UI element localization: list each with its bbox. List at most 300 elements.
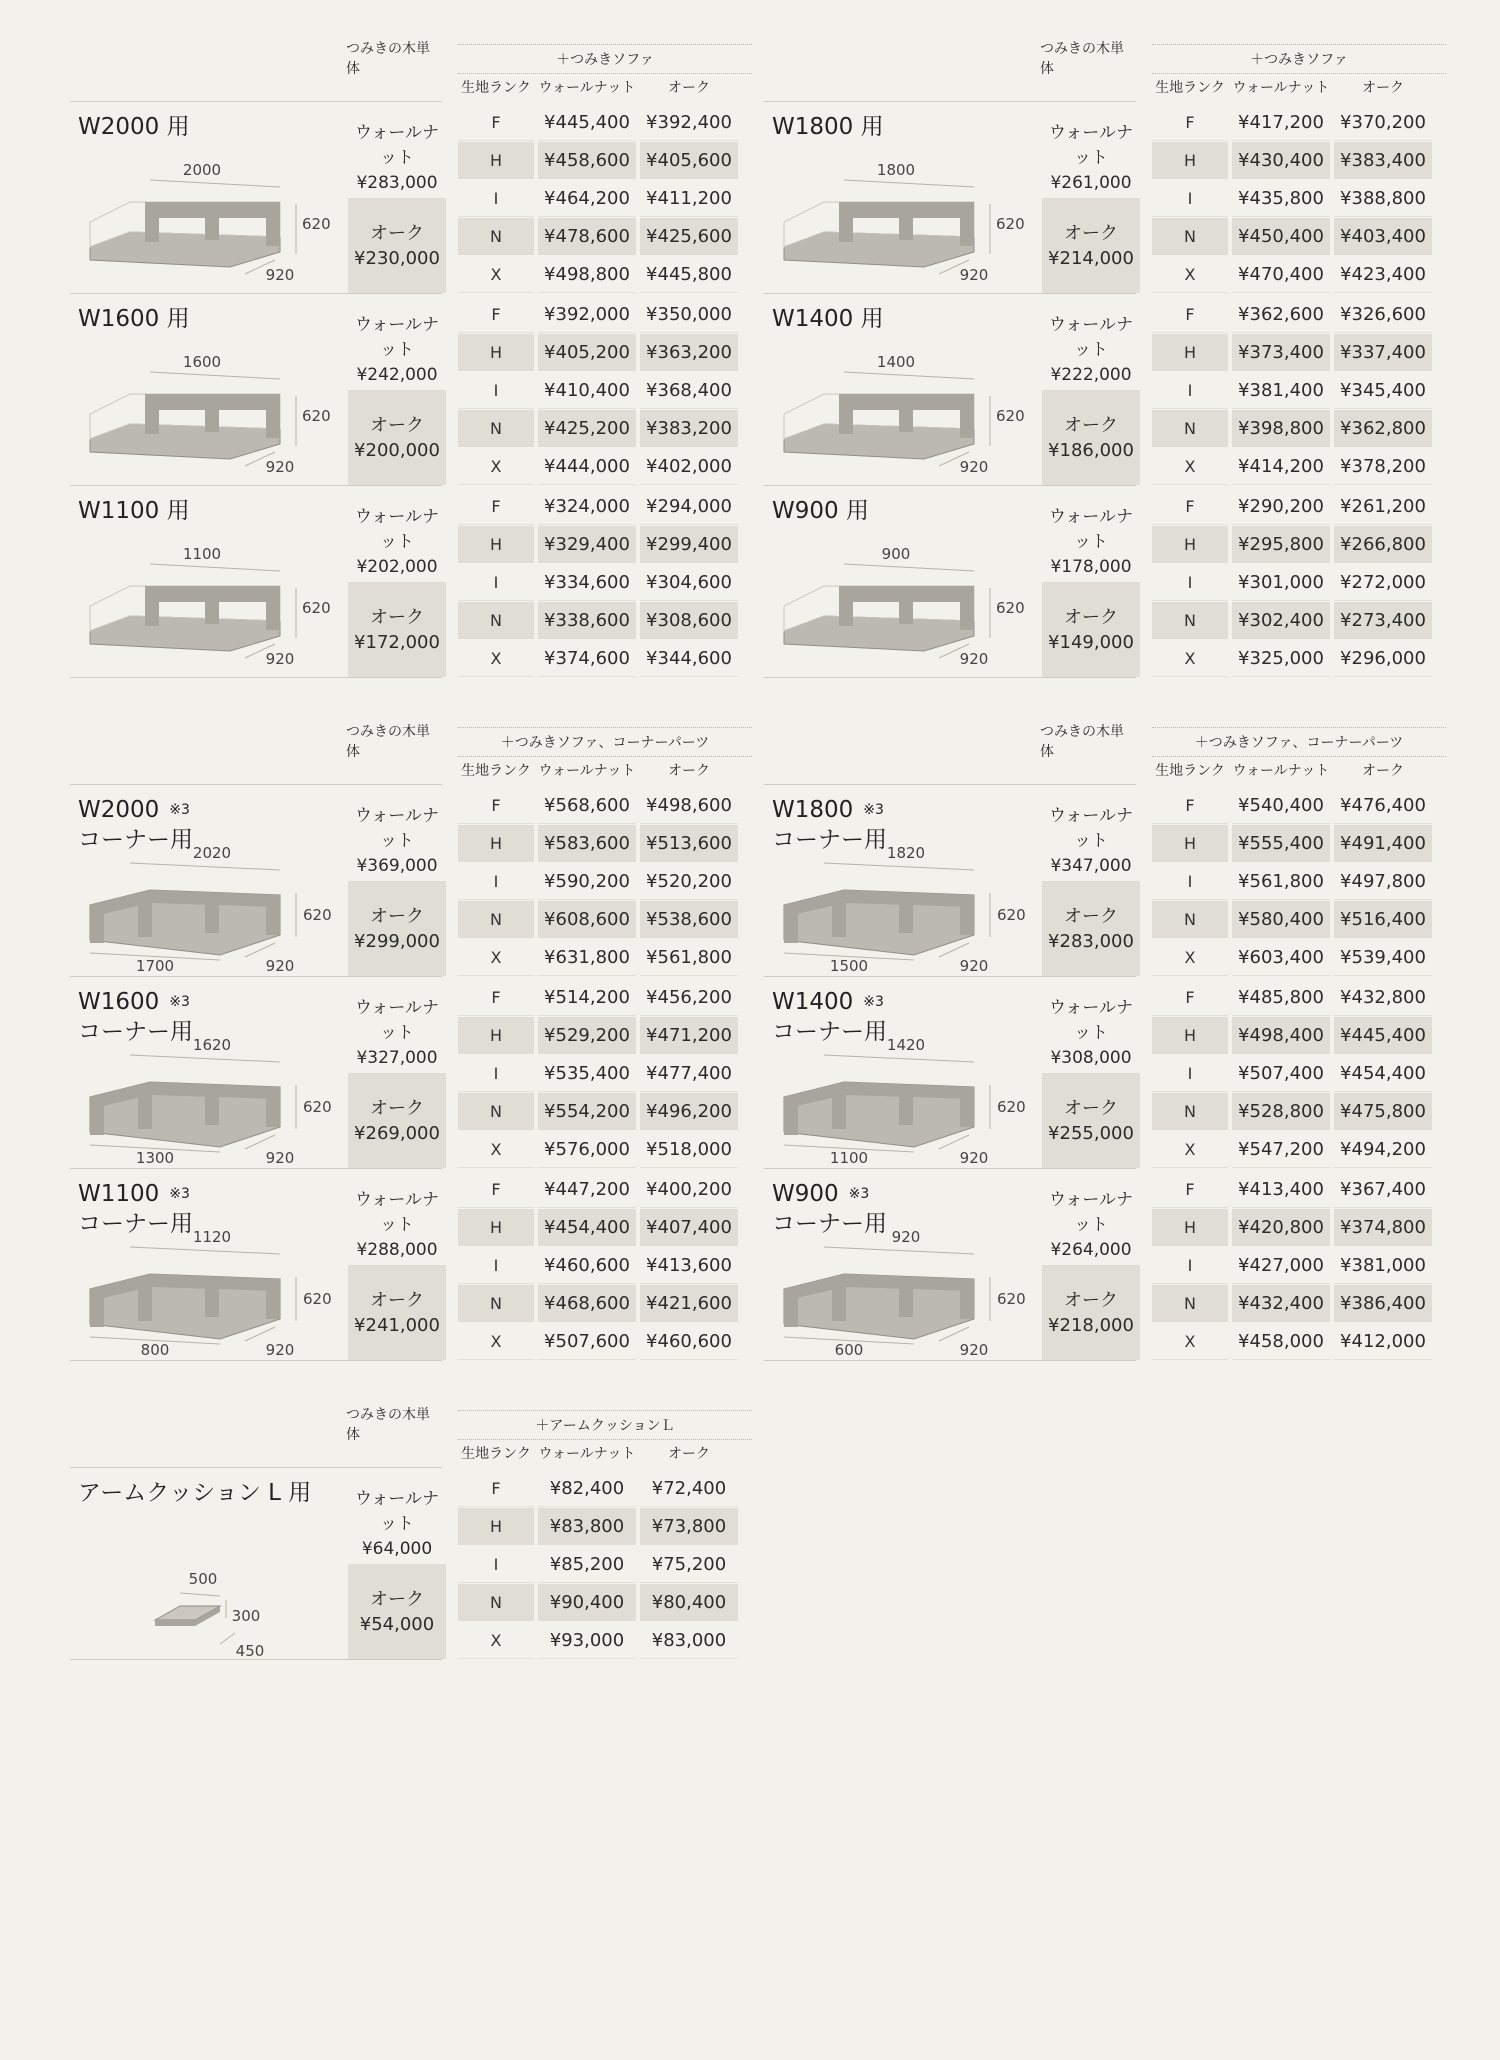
price-row [458, 602, 752, 638]
oak-price: ¥362,800 [1334, 410, 1432, 447]
header-oak: オーク [668, 1446, 710, 1462]
oak-price: ¥516,400 [1334, 901, 1432, 938]
shelf-post [832, 897, 846, 937]
price-row [458, 1622, 752, 1658]
sofa-diagram [764, 334, 1034, 484]
walnut-price: ¥468,600 [538, 1285, 636, 1322]
header-set-label: ＋つみきソファ、コーナーパーツ [458, 727, 752, 757]
shelf-post [899, 602, 913, 624]
price-row [458, 1247, 752, 1283]
price-panel [764, 41, 1446, 694]
dim-width: 2000 [182, 161, 222, 179]
footnote-mark: ※3 [848, 1186, 870, 1202]
oak-price: ¥475,800 [1334, 1093, 1432, 1130]
price-row [458, 256, 752, 292]
dim-width: 2020 [192, 844, 232, 862]
dim-depth: 920 [959, 1149, 989, 1167]
price-row [458, 142, 752, 178]
walnut-price: ¥82,400 [538, 1470, 636, 1507]
oak-price: ¥498,600 [640, 787, 738, 824]
unit-walnut-value: ¥327,000 [356, 1047, 438, 1068]
header-unit-only: つみきの木単体 [1040, 724, 1124, 760]
header-set-label: ＋つみきソファ、コーナーパーツ [1152, 727, 1446, 757]
oak-price: ¥445,800 [640, 256, 738, 293]
oak-price: ¥378,200 [1334, 448, 1432, 485]
price-row [458, 1508, 752, 1544]
dimension-line [844, 564, 974, 571]
sofa-diagram [764, 1017, 1034, 1167]
fabric-rank: H [1152, 1209, 1228, 1246]
unit-walnut-label: ウォールナット [355, 1189, 439, 1235]
unit-oak-label: オーク [370, 606, 424, 628]
shelf-post [960, 586, 974, 630]
oak-price: ¥539,400 [1334, 939, 1432, 976]
dim-depth: 920 [959, 650, 989, 668]
product-name: W1100 用 [78, 498, 190, 524]
unit-walnut-price [1042, 306, 1140, 394]
walnut-price: ¥576,000 [538, 1131, 636, 1168]
shelf-post [138, 1089, 152, 1129]
shelf-post [832, 1089, 846, 1129]
divider [70, 1659, 442, 1660]
price-row [1152, 863, 1446, 899]
fabric-rank: H [1152, 1017, 1228, 1054]
oak-price: ¥296,000 [1334, 640, 1432, 677]
fabric-rank: H [1152, 526, 1228, 563]
shelf-frame [145, 202, 280, 218]
divider [70, 1360, 442, 1361]
product-name: W900 [772, 1181, 839, 1207]
price-row [1152, 1209, 1446, 1245]
shelf-post [832, 1281, 846, 1321]
shelf-post [960, 895, 974, 935]
price-row [1152, 526, 1446, 562]
dim-front: 800 [140, 1341, 170, 1359]
fabric-rank: X [458, 939, 534, 976]
dim-width: 1100 [182, 545, 222, 563]
shelf-frame [145, 394, 280, 410]
product-title [78, 1478, 311, 1508]
walnut-price: ¥373,400 [1232, 334, 1330, 371]
unit-walnut-value: ¥261,000 [1050, 172, 1132, 193]
sofa-diagram [764, 142, 1034, 292]
oak-price: ¥261,200 [1334, 488, 1432, 525]
price-row [458, 526, 752, 562]
sofa-diagram [70, 1508, 340, 1658]
fabric-rank: F [458, 787, 534, 824]
unit-walnut-value: ¥283,000 [356, 172, 438, 193]
divider [70, 677, 442, 678]
header-walnut: ウォールナット [538, 1446, 636, 1462]
unit-walnut-price [1042, 114, 1140, 202]
unit-walnut-label: ウォールナット [355, 1488, 439, 1534]
shelf-post [899, 410, 913, 432]
walnut-price: ¥631,800 [538, 939, 636, 976]
header-unit-only: つみきの木単体 [346, 724, 430, 760]
dimension-line [824, 863, 974, 870]
oak-price: ¥367,400 [1334, 1171, 1432, 1208]
price-row [458, 787, 752, 823]
shelf-frame [145, 586, 280, 602]
dim-depth: 920 [959, 1341, 989, 1359]
unit-walnut-label: ウォールナット [1049, 506, 1133, 552]
oak-price: ¥273,400 [1334, 602, 1432, 639]
dim-width: 1820 [886, 844, 926, 862]
price-row [458, 901, 752, 937]
sofa-seat [784, 424, 974, 459]
walnut-price: ¥302,400 [1232, 602, 1330, 639]
fabric-rank: H [458, 825, 534, 862]
price-row [1152, 1171, 1446, 1207]
walnut-price: ¥603,400 [1232, 939, 1330, 976]
unit-oak-price [1042, 582, 1140, 677]
price-row [1152, 448, 1446, 484]
product-subtitle: コーナー用 [78, 1211, 193, 1237]
price-row [458, 1323, 752, 1359]
price-row [458, 863, 752, 899]
header-rank: 生地ランク [461, 80, 531, 96]
price-row [458, 979, 752, 1015]
product-name: W1600 用 [78, 306, 190, 332]
walnut-price: ¥580,400 [1232, 901, 1330, 938]
shelf-post [784, 1097, 798, 1135]
unit-oak-label: オーク [1064, 606, 1118, 628]
unit-oak-value: ¥186,000 [1048, 439, 1134, 461]
dim-height: 620 [302, 599, 331, 617]
header-walnut: ウォールナット [1232, 763, 1330, 779]
product-name: W2000 [78, 797, 160, 823]
price-panel [764, 724, 1446, 1377]
fabric-rank: F [458, 104, 534, 141]
shelf-post [90, 1097, 104, 1135]
shelf-post [138, 1281, 152, 1321]
unit-oak-value: ¥241,000 [354, 1314, 440, 1336]
fabric-rank: I [458, 1546, 534, 1583]
fabric-rank: X [1152, 1131, 1228, 1168]
walnut-price: ¥338,600 [538, 602, 636, 639]
oak-price: ¥326,600 [1334, 296, 1432, 333]
shelf-frame [839, 394, 974, 410]
price-row [458, 939, 752, 975]
unit-walnut-price [1042, 797, 1140, 885]
unit-oak-price [1042, 1073, 1140, 1168]
unit-oak-price [348, 1265, 446, 1360]
product-name: W1800 [772, 797, 854, 823]
product-title [78, 496, 190, 526]
shelf-post [90, 905, 104, 943]
walnut-price: ¥447,200 [538, 1171, 636, 1208]
walnut-price: ¥454,400 [538, 1209, 636, 1246]
walnut-price: ¥478,600 [538, 218, 636, 255]
oak-price: ¥304,600 [640, 564, 738, 601]
price-row [458, 1017, 752, 1053]
fabric-rank: H [458, 1209, 534, 1246]
walnut-price: ¥458,600 [538, 142, 636, 179]
unit-oak-value: ¥149,000 [1048, 631, 1134, 653]
walnut-price: ¥485,800 [1232, 979, 1330, 1016]
dim-height: 620 [996, 407, 1025, 425]
walnut-price: ¥413,400 [1232, 1171, 1330, 1208]
header-oak: オーク [668, 80, 710, 96]
price-row [458, 334, 752, 370]
dim-depth: 920 [265, 1149, 295, 1167]
unit-walnut-label: ウォールナット [1049, 1189, 1133, 1235]
unit-oak-value: ¥299,000 [354, 930, 440, 952]
dim-depth: 450 [235, 1642, 265, 1658]
price-row [458, 1171, 752, 1207]
dim-width: 920 [891, 1228, 921, 1246]
product-block [764, 102, 1446, 294]
oak-price: ¥368,400 [640, 372, 738, 409]
oak-price: ¥497,800 [1334, 863, 1432, 900]
oak-price: ¥345,400 [1334, 372, 1432, 409]
unit-walnut-label: ウォールナット [355, 506, 439, 552]
walnut-price: ¥444,000 [538, 448, 636, 485]
walnut-price: ¥414,200 [1232, 448, 1330, 485]
fabric-rank: N [1152, 1093, 1228, 1130]
shelf-post [266, 394, 280, 438]
fabric-rank: I [458, 564, 534, 601]
unit-oak-label: オーク [1064, 414, 1118, 436]
product-subtitle: コーナー用 [772, 1211, 887, 1237]
oak-price: ¥538,600 [640, 901, 738, 938]
unit-oak-price [348, 198, 446, 293]
unit-walnut-value: ¥178,000 [1050, 556, 1132, 577]
price-row [458, 1470, 752, 1506]
oak-price: ¥520,200 [640, 863, 738, 900]
fabric-rank: X [1152, 1323, 1228, 1360]
price-row [458, 1584, 752, 1620]
fabric-rank: H [458, 142, 534, 179]
unit-walnut-label: ウォールナット [1049, 122, 1133, 168]
walnut-price: ¥410,400 [538, 372, 636, 409]
dim-height: 620 [303, 1098, 332, 1116]
sofa-diagram [764, 1209, 1034, 1359]
fabric-rank: I [458, 180, 534, 217]
fabric-rank: X [458, 1323, 534, 1360]
price-row [1152, 142, 1446, 178]
price-row [1152, 1131, 1446, 1167]
shelf-post [205, 410, 219, 432]
fabric-rank: I [458, 1247, 534, 1284]
fabric-rank: N [458, 1285, 534, 1322]
fabric-rank: N [458, 1093, 534, 1130]
price-row [458, 448, 752, 484]
dim-front: 1300 [135, 1149, 175, 1167]
price-row [458, 1546, 752, 1582]
oak-price: ¥518,000 [640, 1131, 738, 1168]
walnut-price: ¥374,600 [538, 640, 636, 677]
oak-price: ¥491,400 [1334, 825, 1432, 862]
oak-price: ¥383,400 [1334, 142, 1432, 179]
unit-oak-value: ¥218,000 [1048, 1314, 1134, 1336]
oak-price: ¥388,800 [1334, 180, 1432, 217]
unit-oak-price [348, 1564, 446, 1659]
shelf-post [960, 1087, 974, 1127]
shelf-post [839, 202, 853, 242]
unit-oak-price [348, 582, 446, 677]
unit-walnut-value: ¥288,000 [356, 1239, 438, 1260]
unit-oak-value: ¥200,000 [354, 439, 440, 461]
fabric-rank: F [458, 488, 534, 525]
shelf-post [899, 218, 913, 240]
oak-price: ¥402,000 [640, 448, 738, 485]
oak-price: ¥299,400 [640, 526, 738, 563]
unit-walnut-price [348, 1480, 446, 1568]
price-row [1152, 1247, 1446, 1283]
walnut-price: ¥295,800 [1232, 526, 1330, 563]
shelf-post [205, 903, 219, 933]
dim-width: 1800 [876, 161, 916, 179]
sofa-diagram [70, 1209, 340, 1359]
product-name: W900 用 [772, 498, 869, 524]
header-oak: オーク [1362, 763, 1404, 779]
oak-price: ¥561,800 [640, 939, 738, 976]
dim-depth: 920 [265, 266, 295, 284]
unit-walnut-label: ウォールナット [1049, 997, 1133, 1043]
walnut-price: ¥85,200 [538, 1546, 636, 1583]
unit-oak-label: オーク [1064, 1289, 1118, 1311]
fabric-rank: X [458, 256, 534, 293]
unit-oak-label: オーク [370, 1289, 424, 1311]
walnut-price: ¥470,400 [1232, 256, 1330, 293]
unit-walnut-label: ウォールナット [1049, 805, 1133, 851]
dimension-line [824, 1247, 974, 1254]
oak-price: ¥370,200 [1334, 104, 1432, 141]
oak-price: ¥337,400 [1334, 334, 1432, 371]
product-name: W1100 [78, 1181, 160, 1207]
unit-walnut-value: ¥369,000 [356, 855, 438, 876]
dim-depth: 920 [265, 650, 295, 668]
header-rank: 生地ランク [461, 1446, 531, 1462]
price-row [1152, 979, 1446, 1015]
walnut-price: ¥93,000 [538, 1622, 636, 1659]
shelf-post [960, 1279, 974, 1319]
dim-width: 1620 [192, 1036, 232, 1054]
shelf-post [205, 1287, 219, 1317]
walnut-price: ¥290,200 [1232, 488, 1330, 525]
dim-depth: 920 [959, 458, 989, 476]
price-row [458, 564, 752, 600]
footnote-mark: ※3 [169, 1186, 190, 1202]
fabric-rank: X [1152, 939, 1228, 976]
price-row [1152, 410, 1446, 446]
walnut-price: ¥334,600 [538, 564, 636, 601]
fabric-rank: X [458, 640, 534, 677]
oak-price: ¥460,600 [640, 1323, 738, 1360]
price-row [1152, 256, 1446, 292]
price-row [1152, 218, 1446, 254]
price-row [1152, 602, 1446, 638]
dim-width: 1420 [886, 1036, 926, 1054]
price-row [458, 218, 752, 254]
unit-walnut-label: ウォールナット [355, 122, 439, 168]
walnut-price: ¥590,200 [538, 863, 636, 900]
walnut-price: ¥435,800 [1232, 180, 1330, 217]
dimension-line [130, 1247, 280, 1254]
oak-price: ¥432,800 [1334, 979, 1432, 1016]
fabric-rank: F [458, 1171, 534, 1208]
unit-walnut-price [348, 306, 446, 394]
unit-oak-label: オーク [370, 222, 424, 244]
header-set-label: ＋つみきソファ [458, 44, 752, 74]
sofa-diagram [70, 526, 340, 676]
shelf-post [90, 1289, 104, 1327]
price-row [1152, 825, 1446, 861]
oak-price: ¥374,800 [1334, 1209, 1432, 1246]
unit-walnut-price [348, 498, 446, 586]
price-row [458, 1093, 752, 1129]
walnut-price: ¥420,800 [1232, 1209, 1330, 1246]
fabric-rank: H [1152, 142, 1228, 179]
walnut-price: ¥547,200 [1232, 1131, 1330, 1168]
dim-front: 1700 [135, 957, 175, 975]
walnut-price: ¥445,400 [538, 104, 636, 141]
product-name: W1400 [772, 989, 854, 1015]
price-row [1152, 939, 1446, 975]
unit-walnut-price [1042, 1181, 1140, 1269]
fabric-rank: N [458, 901, 534, 938]
header-rank: 生地ランク [1155, 80, 1225, 96]
unit-walnut-value: ¥264,000 [1050, 1239, 1132, 1260]
price-row [1152, 372, 1446, 408]
unit-oak-price [1042, 390, 1140, 485]
dim-height: 620 [303, 906, 332, 924]
fabric-rank: F [1152, 979, 1228, 1016]
product-block [70, 102, 752, 294]
oak-price: ¥344,600 [640, 640, 738, 677]
dim-height: 620 [303, 1290, 332, 1308]
shelf-post [960, 394, 974, 438]
sofa-seat [784, 616, 974, 651]
price-row [1152, 334, 1446, 370]
unit-oak-price [348, 881, 446, 976]
sofa-diagram [70, 334, 340, 484]
price-row [1152, 787, 1446, 823]
product-name: W1800 用 [772, 114, 884, 140]
oak-price: ¥272,000 [1334, 564, 1432, 601]
oak-price: ¥308,600 [640, 602, 738, 639]
walnut-price: ¥568,600 [538, 787, 636, 824]
shelf-post [899, 903, 913, 933]
oak-price: ¥456,200 [640, 979, 738, 1016]
dimension-line [844, 372, 974, 379]
walnut-price: ¥458,000 [1232, 1323, 1330, 1360]
walnut-price: ¥561,800 [1232, 863, 1330, 900]
fabric-rank: H [458, 526, 534, 563]
dim-width: 1600 [182, 353, 222, 371]
oak-price: ¥412,000 [1334, 1323, 1432, 1360]
unit-walnut-label: ウォールナット [355, 805, 439, 851]
header-walnut: ウォールナット [538, 80, 636, 96]
shelf-post [839, 394, 853, 434]
fabric-rank: F [1152, 296, 1228, 333]
walnut-price: ¥430,400 [1232, 142, 1330, 179]
dim-height: 620 [302, 407, 331, 425]
shelf-post [145, 394, 159, 434]
walnut-price: ¥507,400 [1232, 1055, 1330, 1092]
unit-walnut-price [1042, 989, 1140, 1077]
dim-depth: 920 [265, 1341, 295, 1359]
unit-walnut-value: ¥347,000 [1050, 855, 1132, 876]
fabric-rank: I [1152, 180, 1228, 217]
walnut-price: ¥514,200 [538, 979, 636, 1016]
footnote-mark: ※3 [863, 994, 884, 1010]
oak-price: ¥400,200 [640, 1171, 738, 1208]
price-row [1152, 180, 1446, 216]
fabric-rank: I [458, 863, 534, 900]
product-name: W2000 用 [78, 114, 190, 140]
